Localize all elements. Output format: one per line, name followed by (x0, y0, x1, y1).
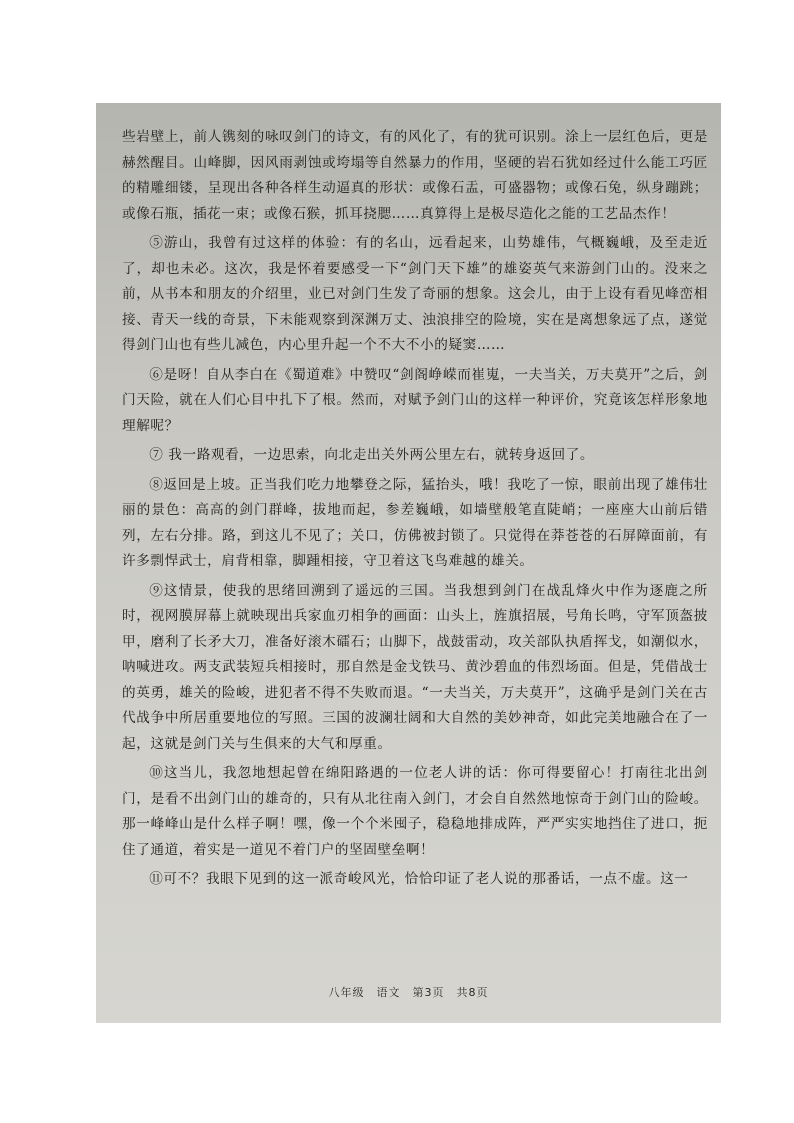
paragraph-10: ⑩这当儿，我忽地想起曾在绵阳路遇的一位老人讲的话：你可得要留心！打南往北出剑门，是看不出剑门山的雄奇的，只有从北往南入剑门，才会自自然然地惊奇于剑门山的险峻。那一峰峰山是什么样子啊！嘿，像一个个米囤子，稳稳地排成阵，严严实实地挡住了进口，扼住了通道，着实是一道见不着门户的坚固壁垒啊！ (122, 765, 708, 858)
paragraph-6: ⑥是呀！自从李白在《蜀道难》中赞叹“剑阁峥嵘而崔嵬，一夫当关，万夫莫开”之后，剑门天险，就在人们心目中扎下了根。然而，对赋予剑门山的这样一种评价，究竟该怎样形象地理解呢？ (122, 366, 708, 434)
paragraph-4-continued: 些岩壁上，前人镌刻的咏叹剑门的诗文，有的风化了，有的犹可识别。涂上一层红色后，更是赫然醒目。山峰脚，因风雨剥蚀或垮塌等自然暴力的作用，坚硬的岩石犹如经过什么能工巧匠的精雕细镂，呈现出各种各样生动逼真的形状：或像石盂，可盛器物；或像石兔，纵身蹦跳；或像石瓶，插花一束；或像石猴，抓耳挠腮……真算得上是极尽造化之能的工艺品杰作！ (122, 129, 708, 222)
scanned-page (96, 103, 721, 1023)
paragraph-9: ⑨这情景，使我的思绪回溯到了遥远的三国。当我想到剑门在战乱烽火中作为逐鹿之所时，视网膜屏幕上就映现出兵家血刃相争的画面：山头上，旌旗招展，号角长鸣，守军顶盔披甲，磨利了长矛大刀，准备好滚木礌石；山脚下，战鼓雷动，攻关部队执盾挥戈，如潮似水，呐喊进攻。两支武装短兵相接时，那自然是金戈铁马、黄沙碧血的伟烈场面。但是，凭借战士的英勇，雄关的险峻，进犯者不得不失败而退。“一夫当关，万夫莫开”，这确乎是剑门关在古代战争中所居重要地位的写照。三国的波澜壮阔和大自然的美妙神奇，如此完美地融合在了一起，这就是剑门关与生俱来的大气和厚重。 (122, 582, 708, 752)
paragraph-5: ⑤游山，我曾有过这样的体验：有的名山，远看起来，山势雄伟，气概巍峨，及至走近了，却也未必。这次，我是怀着要感受一下“剑门天下雄”的雄姿英气来游剑门山的。没来之前，从书本和朋友的介绍里，业已对剑门生发了奇丽的想象。这会儿，由于上设有看见峰峦相接、青天一线的奇景，下未能观察到深渊万丈、浊浪排空的险境，实在是离想象远了点，遂觉得剑门山也有些儿减色，内心里升起一个不大不小的疑窦…… (122, 235, 708, 353)
footer-total: 共8页 (456, 986, 489, 999)
paragraph-8: ⑧返回是上坡。正当我们吃力地攀登之际，猛抬头，哦！我吃了一惊，眼前出现了雄伟壮丽的景色：高高的剑门群峰，拔地而起，参差巍峨，如墙壁般笔直陡峭；一座座大山前后错列，左右分排。路，到这儿不见了；关口，仿佛被封锁了。只觉得在莽苍苍的石屏障面前，有许多剽悍武士，肩背相靠，脚踵相接，守卫着这飞鸟难越的雄关。 (122, 476, 708, 569)
footer-subject: 语文 (376, 986, 401, 999)
footer-page: 第3页 (412, 986, 445, 999)
page-footer (96, 984, 721, 1000)
footer-grade: 八年级 (328, 986, 365, 999)
paragraph-11: ⑪可不？我眼下见到的这一派奇峻风光，恰恰印证了老人说的那番话，一点不虚。这一 (149, 871, 689, 887)
body-text (122, 125, 708, 897)
paragraph-7: ⑦ 我一路观看，一边思索，向北走出关外两公里左右，就转身返回了。 (149, 447, 595, 463)
